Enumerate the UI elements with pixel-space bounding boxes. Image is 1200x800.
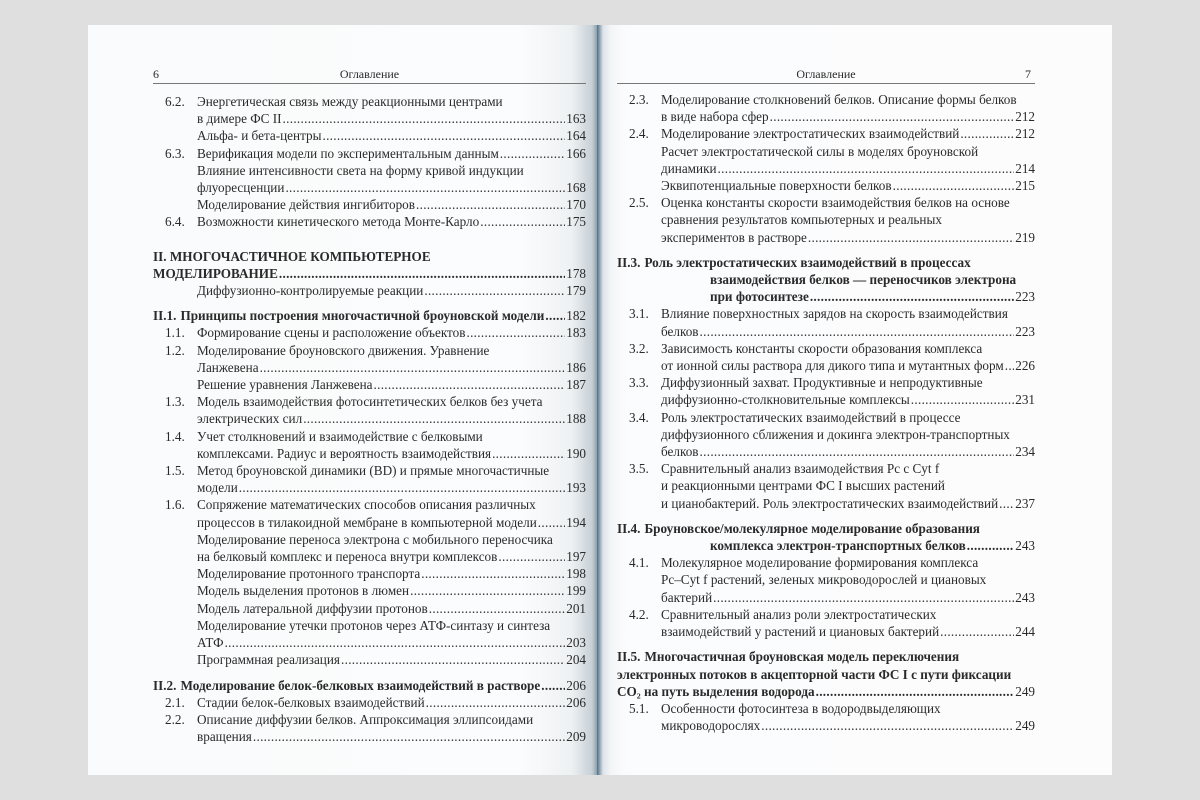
right-page [597, 25, 1112, 775]
toc-section [617, 648, 1035, 700]
dot-leader [761, 717, 1014, 734]
dot-leader [770, 108, 1015, 125]
dot-leader [940, 623, 1014, 640]
dot-leader [426, 694, 566, 711]
entry-page: 194 [566, 514, 586, 530]
toc-entry [153, 496, 586, 530]
entry-page: 219 [1015, 229, 1035, 245]
section-number: II.2. [153, 677, 177, 693]
section-title: Роль электростатических взаимодействий в процессах [644, 254, 971, 270]
entry-page: 212 [1015, 109, 1035, 125]
dot-leader [260, 359, 566, 376]
table-of-contents [153, 93, 586, 745]
entry-title: Моделирование электростатических взаимодействий [661, 126, 960, 142]
dot-leader [239, 479, 565, 496]
toc-entry [617, 305, 1035, 339]
page-number: 6 [153, 67, 159, 81]
entry-page: 182 [566, 308, 586, 324]
entry-title: от ионной силы раствора для дикого типа и мутантных форм [661, 358, 1004, 374]
entry-page: 204 [566, 652, 586, 668]
entry-title: Эквипотенциальные поверхности белков [661, 178, 892, 194]
entry-number: 1.4. [165, 428, 185, 444]
entry-title: Диффузионно-контролируемые реакции [197, 283, 424, 299]
toc-entry [153, 617, 586, 651]
entry-title: Сравнительный анализ роли электростатических [661, 606, 937, 622]
entry-title: и цианобактерий. Роль электростатических взаимодействий [661, 495, 999, 511]
entry-page: 188 [566, 411, 586, 427]
entry-page: 197 [566, 549, 586, 565]
toc-entry [153, 462, 586, 496]
entry-title: Метод броуновской динамики (BD) и прямые многочастичные [197, 463, 550, 479]
entry-title: Расчет электростатической силы в моделях броуновской [661, 143, 979, 159]
toc-entry [153, 711, 586, 745]
dot-leader [810, 288, 1014, 305]
entry-title: Ланжевена [197, 359, 259, 375]
toc-section [153, 677, 586, 694]
entry-page: 243 [1015, 538, 1035, 554]
entry-page: 166 [566, 145, 586, 161]
toc-entry [153, 531, 586, 565]
section-title: Моделирование белок-белковых взаимодействий в растворе [180, 677, 541, 693]
section-title: электронных потоков в акцепторной части ФС I с пути фиксации [617, 666, 1012, 682]
entry-page: 199 [566, 583, 586, 599]
entry-title: Pc–Cyt f растений, зеленых микроводорослей и циановых [661, 572, 987, 588]
entry-title: на белковый комплекс и переноса внутри комплексов [197, 549, 498, 565]
entry-page: 201 [566, 600, 586, 616]
entry-title: Моделирование броуновского движения. Уравнение [197, 342, 490, 358]
entry-title: в димере ФС II [197, 111, 282, 127]
dot-leader [500, 145, 565, 162]
entry-number: 2.3. [629, 92, 649, 107]
entry-page: 164 [566, 128, 586, 144]
dot-leader [253, 728, 565, 745]
toc-entry [153, 376, 586, 393]
entry-page: 203 [566, 635, 586, 651]
entry-title: Диффузионный захват. Продуктивные и непродуктивные [661, 375, 983, 391]
entry-page: 187 [566, 377, 586, 393]
entry-title: Стадии белок-белковых взаимодействий [197, 694, 425, 710]
section-title: Принципы построения многочастичной броуновской модели [180, 308, 545, 324]
section-title: при фотосинтезе [710, 289, 809, 305]
dot-leader [285, 179, 565, 196]
entry-number: 1.6. [165, 497, 185, 513]
left-page [88, 25, 597, 775]
entry-number: 3.4. [629, 409, 649, 425]
section-number: II.4. [617, 520, 641, 536]
toc-entry [617, 606, 1035, 640]
toc-entry [617, 409, 1035, 461]
toc-entry [153, 282, 586, 299]
dot-leader [808, 229, 1014, 246]
dot-leader [322, 127, 565, 144]
toc-entry [153, 127, 586, 144]
entry-title: Альфа- и бета-центры [197, 128, 322, 144]
dot-leader [893, 177, 1015, 194]
entry-number: 3.2. [629, 340, 649, 356]
entry-title: Модель взаимодействия фотосинтетических белков без учета [197, 394, 543, 410]
dot-leader [429, 600, 565, 617]
entry-number: 1.3. [165, 394, 185, 410]
running-head [153, 66, 586, 84]
entry-title: Решение уравнения Ланжевена [197, 377, 373, 393]
dot-leader [466, 324, 565, 341]
dot-leader [700, 323, 1015, 340]
entry-page: 231 [1015, 392, 1035, 408]
running-head [617, 66, 1035, 84]
entry-title: диффузионного сближения и докинга электрон-транспортных [661, 426, 1010, 442]
dot-leader [480, 213, 565, 230]
entry-title: Описание диффузии белков. Аппроксимация эллипсоидами [197, 711, 534, 727]
section-title: комплекса электрон-транспортных белков [710, 538, 966, 554]
entry-title: Модель латеральной диффузии протонов [197, 600, 428, 616]
entry-number: 6.2. [165, 94, 185, 109]
toc-section [617, 254, 1035, 306]
running-title: Оглавление [796, 67, 856, 81]
dot-leader [410, 582, 565, 599]
toc-section [153, 307, 586, 324]
entry-title: диффузионно-столкновительные комплексы [661, 392, 910, 408]
entry-number: 1.5. [165, 463, 185, 479]
entry-page: 175 [566, 214, 586, 230]
entry-title: Моделирование утечки протонов через АТФ-синтазу и синтеза [197, 617, 551, 633]
section-title: CO₂ на путь выделения водорода [617, 683, 815, 699]
toc-entry [153, 213, 586, 230]
entry-page: 179 [566, 283, 586, 299]
entry-number: 3.5. [629, 461, 649, 477]
entry-page: 198 [566, 566, 586, 582]
toc-entry [153, 565, 586, 582]
toc-entry [153, 145, 586, 162]
entry-title: Моделирование протонного транспорта [197, 566, 421, 582]
entry-page: 190 [566, 445, 586, 461]
entry-page: 223 [1015, 289, 1035, 305]
entry-title: вращения [197, 729, 252, 745]
dot-leader [416, 196, 565, 213]
dot-leader [816, 683, 1015, 700]
section-title: взаимодействия белков — переносчиков электрона [710, 272, 1017, 288]
entry-title: Влияние поверхностных зарядов на скорость взаимодействия [661, 306, 1008, 322]
entry-number: 2.2. [165, 711, 185, 727]
table-of-contents [617, 91, 1035, 734]
toc-entry [617, 460, 1035, 512]
page-number: 7 [1025, 67, 1031, 81]
entry-number: 4.1. [629, 555, 649, 571]
entry-title: флуоресценции [197, 180, 285, 196]
entry-number: 3.3. [629, 375, 649, 391]
toc-entry [153, 600, 586, 617]
chapter-title: II. МНОГОЧАСТИЧНОЕ КОМПЬЮТЕРНОЕ [153, 248, 431, 264]
dot-leader [718, 160, 1015, 177]
entry-page: 237 [1015, 495, 1035, 511]
entry-title: Зависимость константы скорости образования комплекса [661, 340, 983, 356]
entry-page: 243 [1015, 589, 1035, 605]
entry-title: Энергетическая связь между реакционными центрами [197, 94, 503, 109]
toc-entry [153, 393, 586, 427]
entry-title: Модель выделения протонов в люмен [197, 583, 410, 599]
entry-page: 234 [1015, 444, 1035, 460]
dot-leader [1005, 357, 1015, 374]
toc-entry [617, 91, 1035, 125]
dot-leader [545, 307, 565, 324]
entry-title: Роль электростатических взаимодействий в процессе [661, 409, 961, 425]
entry-number: 5.1. [629, 700, 649, 716]
toc-entry [617, 374, 1035, 408]
entry-title: Моделирование столкновений белков. Описание формы белков [661, 92, 1017, 107]
dot-leader [498, 548, 565, 565]
toc-entry [153, 324, 586, 341]
entry-title: белков [661, 323, 699, 339]
entry-title: динамики [661, 160, 717, 176]
toc-entry [617, 700, 1035, 734]
toc-entry [153, 342, 586, 376]
entry-title: Особенности фотосинтеза в водородвыделяющих [661, 700, 941, 716]
entry-page: 186 [566, 359, 586, 375]
entry-page: 226 [1015, 358, 1035, 374]
section-number: II.3. [617, 254, 641, 270]
book-spread [88, 25, 1112, 775]
section-number: II.1. [153, 308, 177, 324]
entry-number: 2.1. [165, 694, 185, 710]
entry-title: в виде набора сфер [661, 109, 769, 125]
entry-title: Сопряжение математических способов описания различных [197, 497, 536, 513]
entry-title: Оценка константы скорости взаимодействия белков на основе [661, 195, 1010, 211]
entry-title: экспериментов в растворе [661, 229, 807, 245]
entry-title: Формирование сцены и расположение объектов [197, 325, 466, 341]
section-title: Броуновское/молекулярное моделирование образования [644, 520, 980, 536]
entry-title: белков [661, 444, 699, 460]
entry-title: Моделирование переноса электрона с мобильного переносчика [197, 531, 553, 547]
entry-title: микроводорослях [661, 718, 761, 734]
toc-entry [153, 582, 586, 599]
dot-leader [374, 376, 566, 393]
entry-title: Сравнительный анализ взаимодействия Pc с Cyt f [661, 461, 940, 477]
entry-page: 183 [566, 325, 586, 341]
entry-number: 1.2. [165, 342, 185, 358]
entry-title: Моделирование действия ингибиторов [197, 197, 415, 213]
entry-title: бактерий [661, 589, 713, 605]
entry-number: 1.1. [165, 325, 185, 341]
dot-leader [538, 514, 565, 531]
entry-title: Возможности кинетического метода Монте-Карло [197, 214, 480, 230]
entry-title: Молекулярное моделирование формирования комплекса [661, 555, 979, 571]
toc-entry [153, 428, 586, 462]
toc-entry [617, 194, 1035, 246]
toc-entry [617, 177, 1035, 194]
entry-page: 249 [1015, 718, 1035, 734]
entry-page: 170 [566, 197, 586, 213]
entry-page: 214 [1015, 160, 1035, 176]
entry-page: 212 [1015, 126, 1035, 142]
entry-title: взаимодействий у растений и циановых бактерий [661, 624, 940, 640]
entry-title: Верификация модели по экспериментальным данным [197, 145, 499, 161]
dot-leader [421, 565, 565, 582]
entry-page: 206 [566, 694, 586, 710]
entry-number: 4.2. [629, 606, 649, 622]
entry-title: Влияние интенсивности света на форму кривой индукции [197, 162, 524, 178]
toc-entry [153, 93, 586, 127]
dot-leader [967, 537, 1014, 554]
dot-leader [999, 495, 1014, 512]
dot-leader [492, 445, 565, 462]
entry-title: процессов в тилакоидной мембране в компьютерной модели [197, 514, 537, 530]
entry-number: 6.3. [165, 145, 185, 161]
toc-entry [617, 143, 1035, 177]
toc-entry [617, 340, 1035, 374]
toc-entry [153, 651, 586, 668]
entry-title: Программная реализация [197, 652, 340, 668]
entry-number: 3.1. [629, 306, 649, 322]
dot-leader [424, 282, 565, 299]
toc-section [617, 520, 1035, 554]
entry-title: комплексами. Радиус и вероятность взаимодействия [197, 445, 492, 461]
dot-leader [341, 651, 565, 668]
entry-page: 244 [1015, 624, 1035, 640]
dot-leader [911, 391, 1014, 408]
dot-leader [303, 410, 565, 427]
entry-title: сравнения результатов компьютерных и реальных [661, 212, 942, 228]
entry-page: 223 [1015, 323, 1035, 339]
entry-page: 206 [566, 677, 586, 693]
entry-title: модели [197, 480, 238, 496]
section-number: II.5. [617, 649, 641, 665]
toc-entry [617, 125, 1035, 142]
entry-page: 163 [566, 111, 586, 127]
dot-leader [279, 265, 565, 282]
dot-leader [700, 443, 1015, 460]
dot-leader [541, 677, 565, 694]
toc-chapter [153, 248, 586, 282]
entry-number: 6.4. [165, 214, 185, 230]
entry-page: 209 [566, 729, 586, 745]
entry-title: АТФ [197, 635, 224, 651]
entry-title: Учет столкновений и взаимодействие с белковыми [197, 428, 483, 444]
entry-page: 215 [1015, 178, 1035, 194]
running-title: Оглавление [339, 67, 400, 81]
entry-page: 193 [566, 480, 586, 496]
entry-title: электрических сил [197, 411, 303, 427]
section-title: Многочастичная броуновская модель переключения [644, 649, 960, 665]
chapter-title: МОДЕЛИРОВАНИЕ [153, 265, 278, 281]
toc-entry [153, 196, 586, 213]
entry-number: 2.4. [629, 126, 649, 142]
dot-leader [225, 634, 566, 651]
dot-leader [960, 125, 1014, 142]
dot-leader [283, 110, 566, 127]
entry-title: и реакционными центрами ФС I высших растений [661, 478, 945, 494]
entry-page: 249 [1015, 683, 1035, 699]
toc-entry [153, 162, 586, 196]
toc-entry [617, 554, 1035, 606]
entry-page: 168 [566, 180, 586, 196]
toc-entry [153, 694, 586, 711]
entry-page: 178 [566, 265, 586, 281]
dot-leader [713, 589, 1014, 606]
entry-number: 2.5. [629, 195, 649, 211]
